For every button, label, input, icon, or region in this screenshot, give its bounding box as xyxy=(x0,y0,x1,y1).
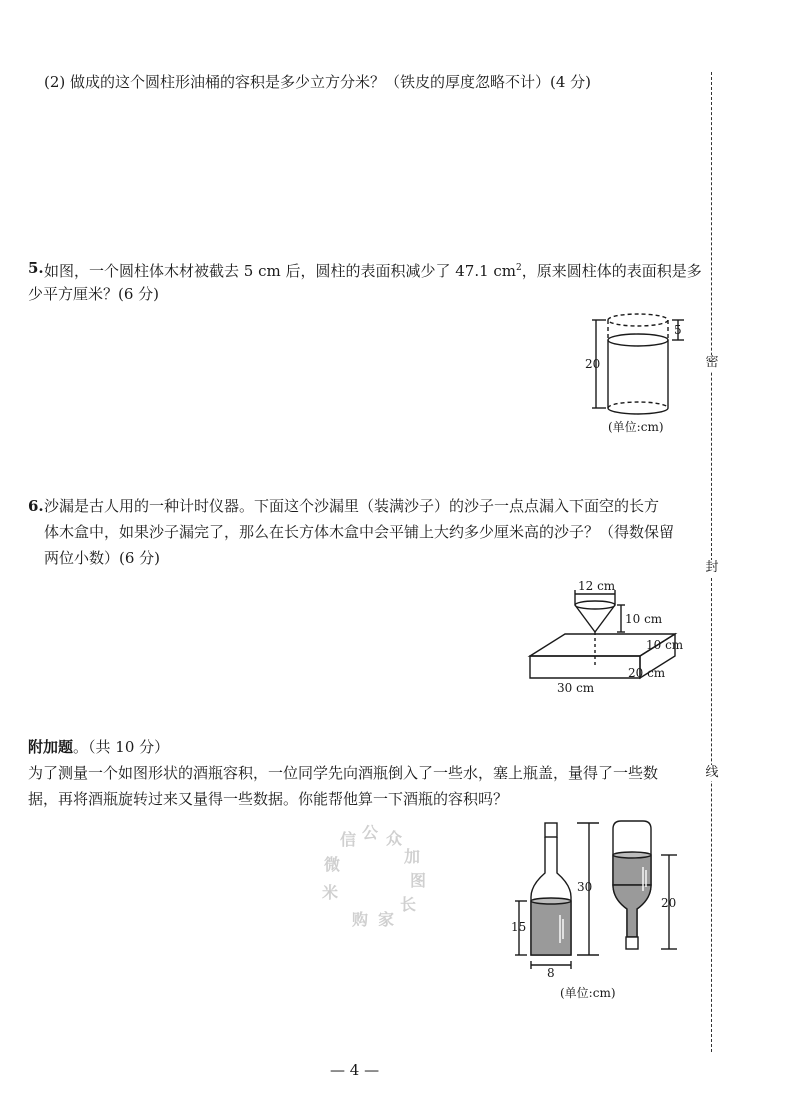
question-5-text-a: 如图，一个圆柱体木材被截去 5 cm 后，圆柱的表面积减少了 47.1 cm xyxy=(44,262,517,280)
question-5-number: 5. xyxy=(28,259,44,277)
cone-top xyxy=(575,601,615,609)
bottle-cap xyxy=(545,823,557,837)
cone-height-label: 10 cm xyxy=(625,612,663,626)
bottle-width-label: 8 xyxy=(547,966,555,980)
question-5-line-1 xyxy=(44,258,702,281)
box-height-label: 10 cm xyxy=(646,638,684,652)
question-6-line-2: 体木盒中，如果沙子漏完了，那么在长方体木盒中会平铺上大约多少厘米高的沙子？（得数保留 xyxy=(44,523,675,541)
box-width-label: 20 cm xyxy=(628,666,666,680)
watermark-char: 微 xyxy=(324,855,341,874)
question-6-line-1: 沙漏是古人用的一种计时仪器。下面这个沙漏里（装满沙子）的沙子一点点漏入下面空的长方 xyxy=(44,497,660,515)
watermark-char: 信 xyxy=(340,830,357,849)
bottom-front-arc xyxy=(608,408,668,414)
bonus-heading xyxy=(28,737,169,757)
bottle-height-label: 30 xyxy=(577,880,593,894)
bonus-points: 。（共 10 分） xyxy=(73,738,170,756)
watermark-char: 图 xyxy=(410,871,427,890)
bottles-unit: (单位:cm) xyxy=(560,986,616,1000)
watermark-char: 米 xyxy=(322,883,339,902)
watermark-char: 众 xyxy=(386,829,403,848)
question-5-line-2: 少平方厘米？(6 分) xyxy=(28,285,160,303)
watermark-char: 加 xyxy=(404,847,421,866)
watermark-char: 长 xyxy=(400,895,417,914)
bonus-line-1: 为了测量一个如图形状的酒瓶容积，一位同学先向酒瓶倒入了一些水，塞上瓶盖，量得了一些数 xyxy=(28,764,659,782)
watermark-stamp xyxy=(300,820,440,950)
bonus-title: 附加题 xyxy=(28,738,74,756)
inverted-water xyxy=(613,855,651,885)
cut-top-ellipse xyxy=(608,314,668,326)
watermark-char: 公 xyxy=(362,823,379,842)
cylinder-figure xyxy=(580,308,700,438)
cylinder-cut-label: 5 xyxy=(674,323,682,337)
hourglass-box-figure xyxy=(525,580,695,700)
question-6-line-3: 两位小数）(6 分) xyxy=(44,549,161,567)
upright-water xyxy=(531,901,571,955)
question-6-number: 6. xyxy=(28,497,44,515)
bottles-figure xyxy=(505,815,695,1005)
new-top-ellipse xyxy=(608,334,668,346)
watermark-char: 家 xyxy=(378,910,395,929)
water-height-label: 15 xyxy=(511,920,527,934)
inverted-cap xyxy=(626,937,638,949)
cylinder-unit: (单位:cm) xyxy=(608,420,664,434)
margin-char-seal2: 封 xyxy=(705,560,719,575)
box-front xyxy=(530,656,640,678)
question-5-superscript: 2 xyxy=(516,263,522,273)
cylinder-height-label: 20 xyxy=(585,357,601,371)
bonus-line-2: 据，再将酒瓶旋转过来又量得一些数据。你能帮他算一下酒瓶的容积吗？ xyxy=(28,790,509,808)
question-5-text-b: ，原来圆柱体的表面积是多 xyxy=(521,262,702,280)
margin-char-line: 线 xyxy=(705,765,719,780)
watermark-char: 购 xyxy=(352,910,369,929)
margin-char-seal: 密 xyxy=(705,355,719,370)
box-length-label: 30 cm xyxy=(557,681,595,695)
page-number: — 4 — xyxy=(330,1061,380,1079)
cone-diameter-label: 12 cm xyxy=(578,579,616,593)
bottom-back-arc xyxy=(608,402,668,408)
inverted-height-label: 20 xyxy=(661,896,677,910)
question-4-part-2: (2) 做成的这个圆柱形油桶的容积是多少立方分米？（铁皮的厚度忽略不计）(4 分) xyxy=(44,73,592,91)
